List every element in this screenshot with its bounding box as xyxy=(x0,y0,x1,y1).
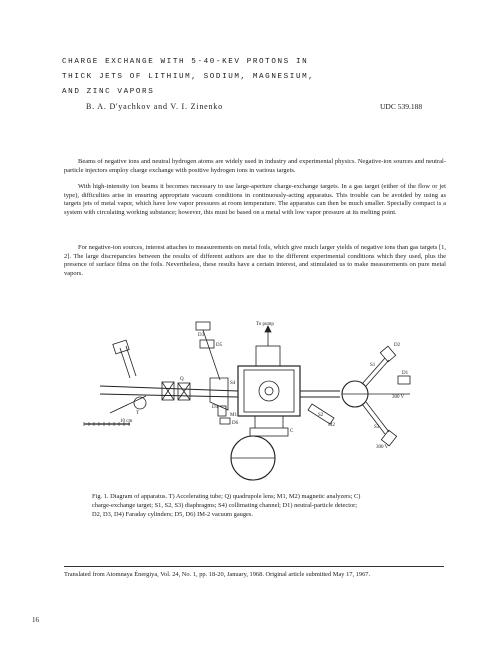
chamber-base xyxy=(250,428,288,436)
accelerating-tube xyxy=(110,340,146,413)
paragraph-text: With high-intensity ion beams it becomes necessary to use large-aperture charge-exchange targets. In a gas target (either of the flow or jet type), difficulties arise in ensuring appropriate vacuum conditions in continuously-acting apparatus. This trouble can be avoided by using as targets jets of metal vapor, which have low vapor pressures at room temperature. The apparatus can then be much smaller. Specially compact is a system with circulating working substance; however, this must be based on a metal with low vapor pressure at its melting point. xyxy=(64,183,446,216)
pump-pipe xyxy=(256,346,280,366)
label-d6: D6 xyxy=(232,421,239,426)
target-core xyxy=(265,387,273,395)
authors: B. A. D'yachkov and V. I. Zinenko xyxy=(86,102,223,111)
label-s1: S1 xyxy=(370,363,376,368)
apparatus-svg xyxy=(80,318,425,490)
target-jet xyxy=(259,381,279,401)
label-d5: D5 xyxy=(216,343,223,348)
figure-caption: Fig. 1. Diagram of apparatus. T) Accelerating tube; Q) quadrupole lens; M1, M2) magnetic analyzers; C) charge-exchange target; S1, S2, S3) diaphragms; S4) collimating channel; D1) neutral-particle detector; D2, D3, D4) Faraday cylinders; D5, D6) IM-2 vacuum gauges. xyxy=(92,493,361,518)
footnote-rule xyxy=(64,566,444,567)
gauge-d6 xyxy=(220,418,230,424)
title-line: CHARGE EXCHANGE WITH 5-40-KEV PROTONS IN xyxy=(62,58,309,66)
paragraph-text: For negative-ion sources, interest attaches to measurements on metal foils, which give much larger yields of negative ions than gas targets [1, 2]. The large discrepancies between the results of different authors are due to the different experimental conditions which they used, plus the presence of surface films on the foils. Nevertheless, these results have a certain interest, and stimulated us to make measurements on pure metal vapors. xyxy=(64,244,446,277)
beam-line xyxy=(100,386,238,391)
title-line: AND ZINC VAPORS xyxy=(62,88,155,96)
label-m1: M1 xyxy=(230,413,237,418)
paragraph xyxy=(64,183,446,217)
label-m2: M2 xyxy=(328,423,335,428)
label-d1: D1 xyxy=(402,371,409,376)
label-300v-bottom: 300 V xyxy=(376,445,389,450)
label-d3: D3 xyxy=(198,333,205,338)
upper-branch xyxy=(362,358,385,384)
label-s2: S2 xyxy=(318,413,324,418)
target-chamber xyxy=(238,366,300,416)
detector-d1 xyxy=(398,376,410,384)
target-chamber-inner xyxy=(244,370,294,412)
label-s4: S4 xyxy=(230,381,236,386)
quadrupole-lens xyxy=(162,382,190,400)
label-d2: D2 xyxy=(394,343,401,348)
translation-footnote: Translated from Atomnaya Énergiya, Vol. 24, No. 1, pp. 18-20, January, 1968. Original article submitted May 17, 1967. xyxy=(64,571,371,578)
label-scale: 10 cm xyxy=(120,419,133,424)
page-number: 16 xyxy=(32,616,39,624)
udc-code: UDC 539.188 xyxy=(380,102,423,111)
faraday-d2 xyxy=(380,346,395,362)
paragraph-text: Beams of negative ions and neutral hydrogen atoms are widely used in industry and experimental physics. Negative-ion sources and neutral-particle injectors employ charge exchange with positive hydrogen ions in various targets. xyxy=(64,158,446,174)
label-to-pump: To pump xyxy=(256,322,274,327)
apparatus-diagram xyxy=(80,318,425,490)
label-c: C xyxy=(290,429,294,434)
title-line: THICK JETS OF LITHIUM, SODIUM, MAGNESIUM, xyxy=(62,73,315,81)
d3-lead xyxy=(203,330,220,380)
beam-line xyxy=(100,394,238,397)
label-d4: D4 xyxy=(212,405,219,410)
label-300v-top: 300 V xyxy=(392,395,405,400)
label-t: T xyxy=(136,411,140,416)
faraday-d3-top xyxy=(196,322,210,330)
label-q: Q xyxy=(180,377,184,382)
label-s3: S3 xyxy=(374,425,380,430)
paragraph xyxy=(64,244,446,278)
article-title xyxy=(62,55,422,100)
paragraph xyxy=(64,158,446,175)
